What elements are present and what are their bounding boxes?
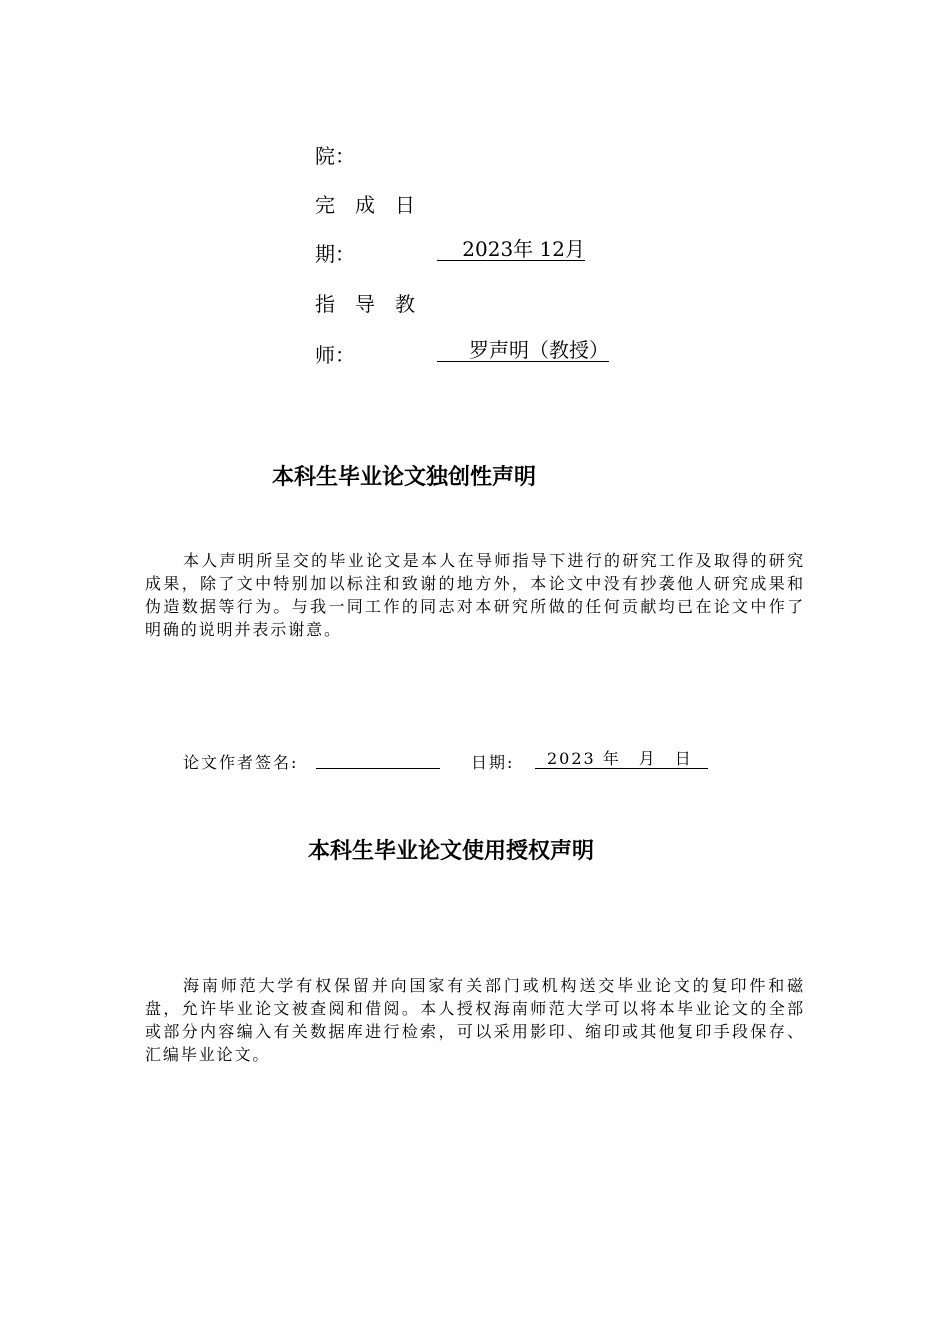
college-label: 院： xyxy=(315,144,355,168)
signature-date-label: 日期: xyxy=(471,753,515,772)
completion-date-text: 2023年 12月 xyxy=(462,237,585,261)
originality-title: 本科生毕业论文独创性声明 xyxy=(272,465,537,490)
completion-date-label-line2: 期： xyxy=(315,242,355,266)
completion-date-label-line1: 完 成 日 xyxy=(315,193,415,217)
advisor-label-line2: 师： xyxy=(315,343,355,367)
author-signature-field xyxy=(316,768,440,769)
authorization-body: 海南师范大学有权保留并向国家有关部门或机构送交毕业论文的复印件和磁盘，允许毕业论文被查阅和借阅。本人授权海南师范大学可以将本毕业论文的全部或部分内容编入有关数据库进行检索，可以采用影印、缩印或其他复印手段保存、汇编毕业论文。 xyxy=(145,976,805,1064)
completion-date-value xyxy=(437,238,585,261)
advisor-label-line1: 指 导 教 xyxy=(315,292,415,316)
author-signature-label: 论文作者签名: xyxy=(183,753,299,772)
advisor-value xyxy=(437,339,609,362)
advisor-name-text: 罗声明（教授） xyxy=(469,338,609,362)
signature-date-field xyxy=(535,750,708,769)
authorization-title: 本科生毕业论文使用授权声明 xyxy=(308,839,595,864)
signature-date-value: 2023 年 月 日 xyxy=(547,749,693,768)
originality-body: 本人声明所呈交的毕业论文是本人在导师指导下进行的研究工作及取得的研究成果，除了文中特别加以标注和致谢的地方外，本论文中没有抄袭他人研究成果和伪造数据等行为。与我一同工作的同志对本研究所做的任何贡献均已在论文中作了明确的说明并表示谢意。 xyxy=(145,551,805,639)
